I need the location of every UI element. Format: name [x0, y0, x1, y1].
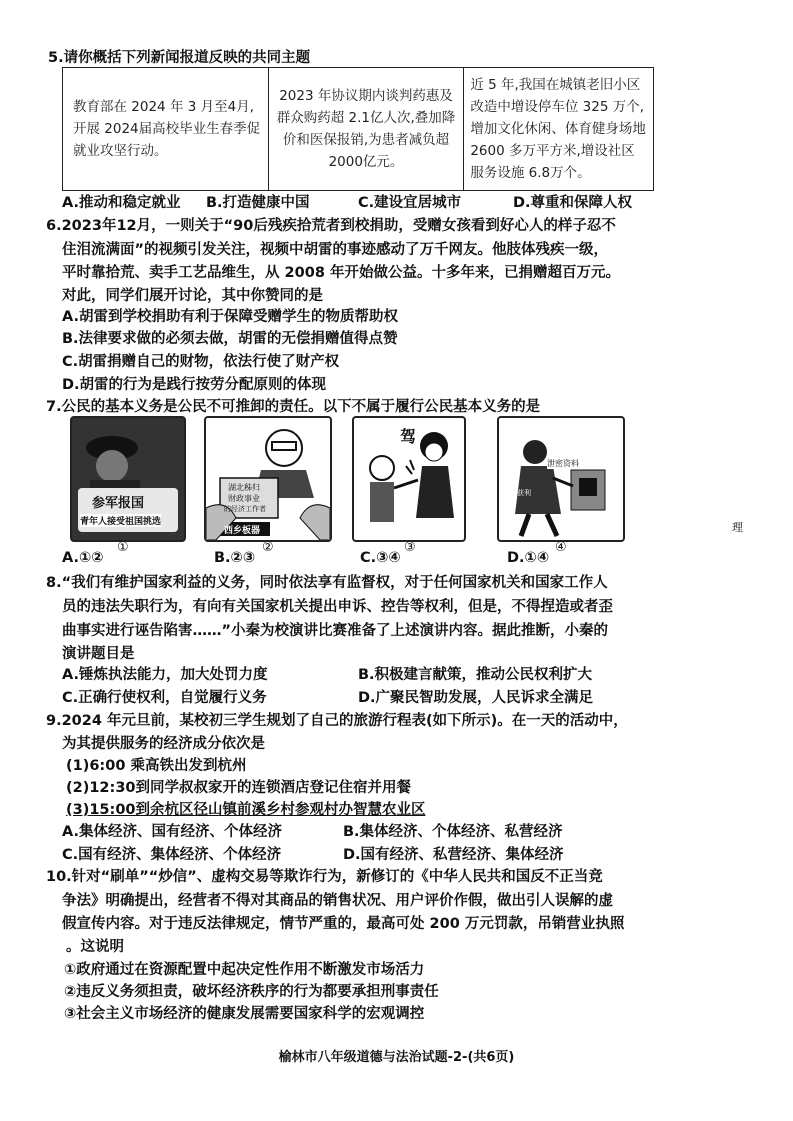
q5-option-a: A.推动和稳定就业 — [62, 195, 181, 211]
q7-pic1-caption: 青年人接受祖国挑选 — [80, 514, 161, 527]
q10-item-2: ②违反义务须担责，破坏经济秩序的行为都要承担刑事责任 — [64, 984, 439, 1000]
q5-news-2: 2023 年协议期内谈判药惠及群众购药超 2.1亿人次,叠加降价和医保报销,为患者减负超 2000亿元。 — [268, 68, 464, 191]
q7-option-b: B.②③ — [214, 550, 256, 566]
q7-pic2-text-1: 湖北秭归 — [228, 483, 260, 492]
q5-stem: 5.请你概括下列新闻报道反映的共同主题 — [48, 50, 311, 66]
q8-option-a: A.锤炼执法能力，加大处罚力度 — [62, 667, 268, 683]
q10-line-2: 争法》明确提出，经营者不得对其商品的销售状况、用户评价作假，做出引人误解的虚 — [62, 893, 613, 909]
q6-line-2: 住泪流满面”的视频引发关注，视频中胡雷的事迹感动了万千网友。他肢体残疾一级， — [62, 242, 609, 258]
q7-option-c: C.③④ — [360, 550, 401, 566]
q7-pic2-num: ② — [262, 540, 274, 555]
leak-secret-illustration — [499, 418, 623, 540]
q7-pic2-text-2: 财政事业 — [228, 494, 260, 503]
q7-pic1-title: 参军报国 — [92, 496, 145, 511]
q9-item-1: (1)6:00 乘高铁出发到杭州 — [66, 758, 247, 774]
q9-option-d: D.国有经济、私营经济、集体经济 — [343, 847, 564, 863]
q9-option-b: B.集体经济、个体经济、私营经济 — [343, 824, 563, 840]
q9-item-2: (2)12:30到同学叔叔家开的连锁酒店登记住宿并用餐 — [66, 780, 411, 796]
q7-picture-3 — [352, 416, 466, 542]
q8-line-4: 演讲题目是 — [62, 646, 135, 662]
q6-line-1: 6.2023年12月，一则关于“90后残疾拾荒者到校捐助，受赠女孩看到好心人的样子忍不 — [46, 218, 616, 234]
q6-line-4: 对此，同学们展开讨论，其中你赞同的是 — [62, 288, 323, 304]
q10-item-3: ③社会主义市场经济的健康发展需要国家科学的宏观调控 — [64, 1006, 425, 1022]
q7-picture-2 — [204, 416, 332, 542]
q7-pic2-text-4: 西乡板器 — [224, 526, 261, 536]
q8-option-b: B.积极建言献策，推动公民权利扩大 — [358, 667, 593, 683]
q8-option-d: D.广聚民智助发展，人民诉求全满足 — [358, 690, 594, 706]
q8-line-1: 8.“我们有维护国家利益的义务，同时依法享有监督权，对于任何国家机关和国家工作人 — [46, 575, 608, 591]
q10-line-4: 。这说明 — [66, 939, 124, 955]
q9-line-2: 为其提供服务的经济成分依次是 — [62, 736, 265, 752]
q10-line-3: 假宣传内容。对于违反法律规定，情节严重的，最高可处 200 万元罚款，吊销营业执照 — [62, 916, 625, 932]
q5-option-c: C.建设宜居城市 — [358, 195, 462, 211]
q9-option-a: A.集体经济、国有经济、个体经济 — [62, 824, 282, 840]
q7-option-d: D.①④ — [507, 550, 550, 566]
q7-pic3-text: 驾 — [400, 427, 417, 446]
q8-line-3: 曲事实进行诬告陷害……”小秦为校演讲比赛准备了上述演讲内容。据此推断，小秦的 — [62, 623, 609, 639]
q5-option-d: D.尊重和保障人权 — [513, 195, 633, 211]
q10-item-1: ①政府通过在资源配置中起决定性作用不断激发市场活力 — [64, 962, 425, 978]
page-footer: 榆林市八年级道德与法治试题-2-(共6页) — [278, 1050, 515, 1065]
margin-mark: 理 — [732, 521, 743, 534]
q5-news-table — [62, 67, 654, 191]
q9-line-1: 9.2024 年元旦前，某校初三学生规划了自己的旅游行程表(如下所示)。在一天的活动中， — [46, 713, 628, 729]
q9-item-3: (3)15:00到余杭区径山镇前溪乡村参观村办智慧农业区 — [66, 802, 426, 818]
q7-option-a: A.①② — [62, 550, 104, 566]
official-illustration — [206, 418, 330, 540]
q8-line-2: 员的违法失职行为，有向有关国家机关提出申诉、控告等权利，但是，不得捏造或者歪 — [62, 599, 613, 615]
q10-line-1: 10.针对“刷单”“炒信”、虚构交易等欺诈行为，新修订的《中华人民共和国反不正当竞 — [46, 869, 603, 885]
q7-pic1-num: ① — [117, 540, 129, 555]
q8-option-c: C.正确行使权利，自觉履行义务 — [62, 690, 267, 706]
q7-picture-4 — [497, 416, 625, 542]
q5-news-1: 教育部在 2024 年 3 月至4月,开展 2024届高校毕业生春季促就业攻坚行动。 — [63, 68, 269, 191]
q6-option-c: C.胡雷捐赠自己的财物，依法行使了财产权 — [62, 354, 340, 370]
q7-pic4-text-1: 泄密资料 — [547, 459, 579, 468]
q6-option-d: D.胡雷的行为是践行按劳分配原则的体现 — [62, 377, 327, 393]
q7-pic3-num: ③ — [404, 540, 416, 555]
q7-pic2-text-3: 的经济工作者 — [224, 505, 266, 513]
q6-option-b: B.法律要求做的必须去做，胡雷的无偿捐赠值得点赞 — [62, 331, 398, 347]
q7-picture-1 — [70, 416, 186, 542]
q7-pic4-text-2: 非法获利 — [503, 489, 531, 497]
q6-line-3: 平时靠拾荒、卖手工艺品维生，从 2008 年开始做公益。十多年来，已捐赠超百万元。 — [62, 265, 620, 281]
q7-pic4-num: ④ — [555, 540, 567, 555]
q9-option-c: C.国有经济、集体经济、个体经济 — [62, 847, 282, 863]
q5-news-3: 近 5 年,我国在城镇老旧小区改造中增设停车位 325 万个,增加文化休闲、体育健身场地 2600 多万平方米,增设社区服务设施 6.8万个。 — [464, 68, 654, 191]
q5-option-b: B.打造健康中国 — [206, 195, 310, 211]
q6-option-a: A.胡雷到学校捐助有利于保障受赠学生的物质帮助权 — [62, 309, 398, 325]
q7-stem: 7.公民的基本义务是公民不可推卸的责任。以下不属于履行公民基本义务的是 — [46, 399, 541, 415]
